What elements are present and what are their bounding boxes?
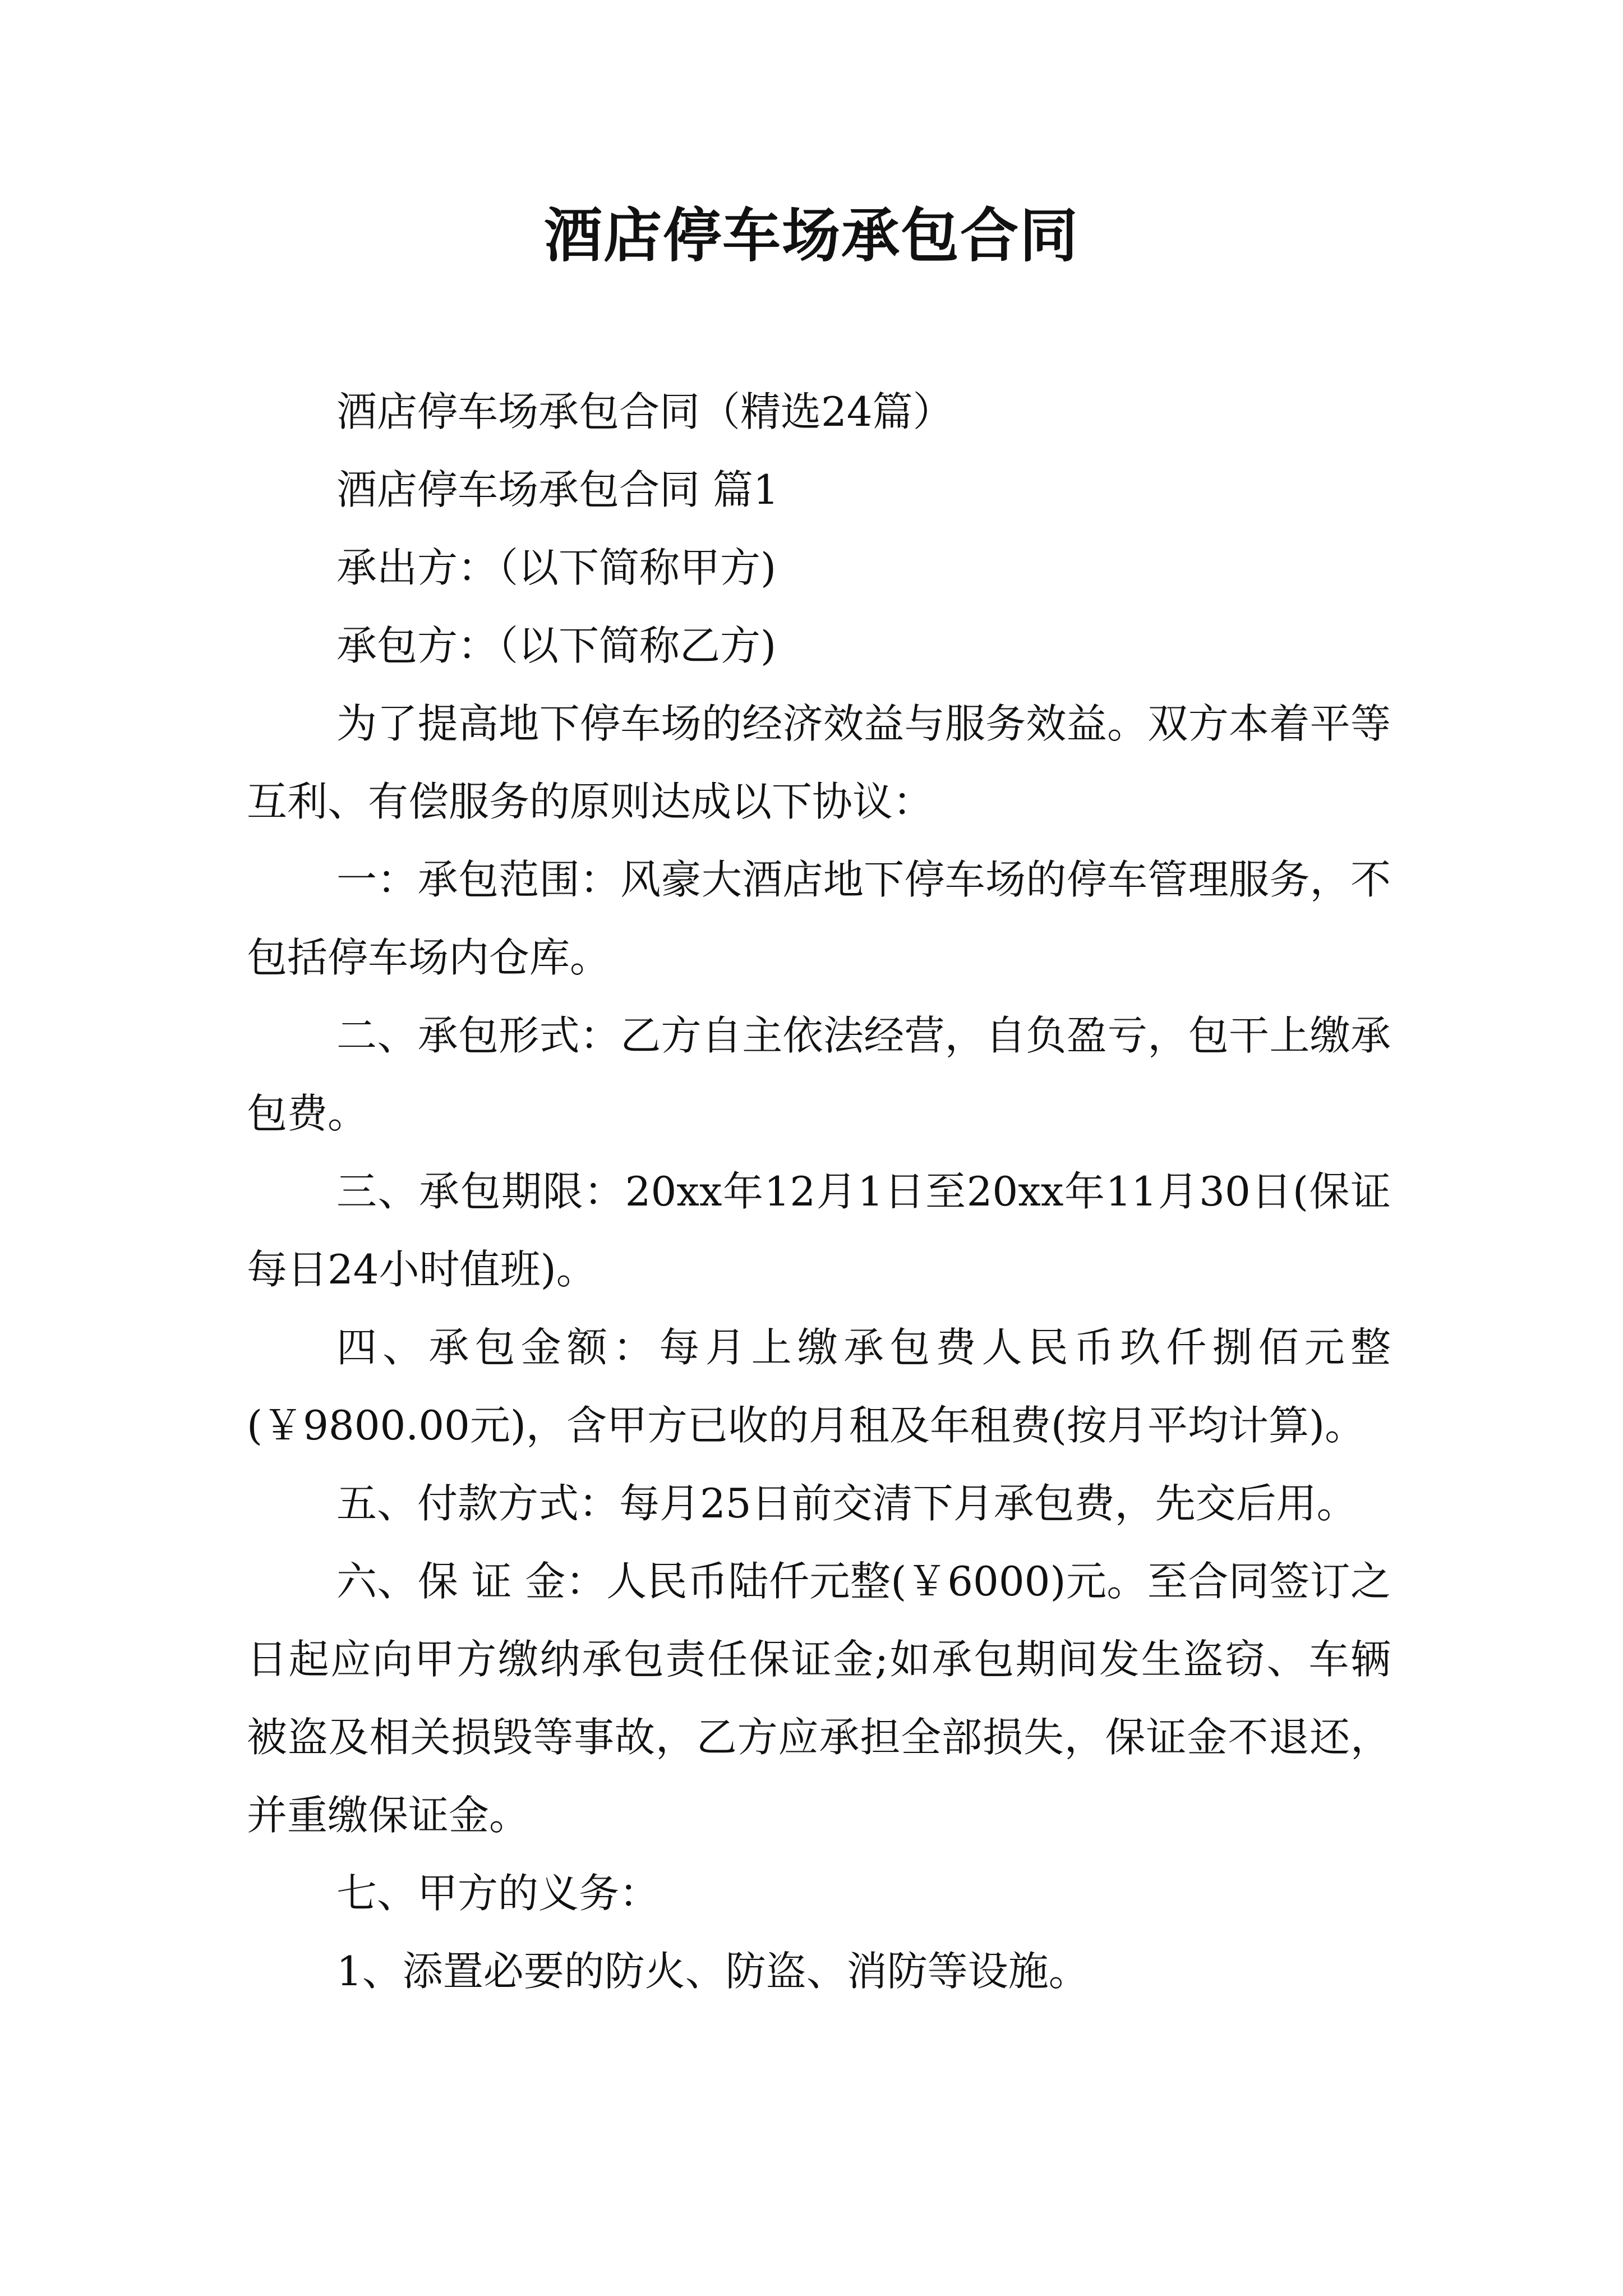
paragraph-party-a: 承出方：（以下简称甲方): [336, 544, 777, 591]
document-title: 酒店停车场承包合同: [543, 201, 1079, 270]
paragraph-clause-3: 三、承包期限：20xx年12月1日至20xx年11月30日(保证每日24小时值班)。: [247, 1168, 1391, 1293]
document-body: [247, 373, 1391, 2010]
paragraph-clause-6: 六、保 证 金：人民币陆仟元整(￥6000)元。至合同签订之日起应向甲方缴纳承包责任保证金;如承包期间发生盗窃、车辆被盗及相关损毁等事故，乙方应承担全部损失，保证金不退还，并重缴保证金。: [247, 1558, 1391, 1839]
paragraph-clause-4: 四、承包金额：每月上缴承包费人民币玖仟捌佰元整(￥9800.00元)，含甲方已收的月租及年租费(按月平均计算)。: [247, 1324, 1391, 1449]
paragraph-party-b: 承包方：（以下简称乙方): [336, 622, 777, 669]
paragraph-section-heading: 酒店停车场承包合同 篇1: [336, 466, 779, 513]
paragraph-subtitle: 酒店停车场承包合同（精选24篇）: [336, 388, 953, 435]
paragraph-clause-2: 二、承包形式：乙方自主依法经营，自负盈亏，包干上缴承包费。: [247, 1012, 1391, 1137]
paragraph-clause-1: 一：承包范围：风豪大酒店地下停车场的停车管理服务，不包括停车场内仓库。: [247, 856, 1391, 981]
paragraph-clause-7: 七、甲方的义务：: [336, 1870, 660, 1917]
paragraph-preamble: 为了提高地下停车场的经济效益与服务效益。双方本着平等互利、有偿服务的原则达成以下协议：: [247, 700, 1391, 825]
paragraph-clause-5: 五、付款方式：每月25日前交清下月承包费，先交后用。: [336, 1480, 1357, 1527]
paragraph-clause-7-item-1: 1、添置必要的防火、防盗、消防等设施。: [336, 1948, 1089, 1995]
